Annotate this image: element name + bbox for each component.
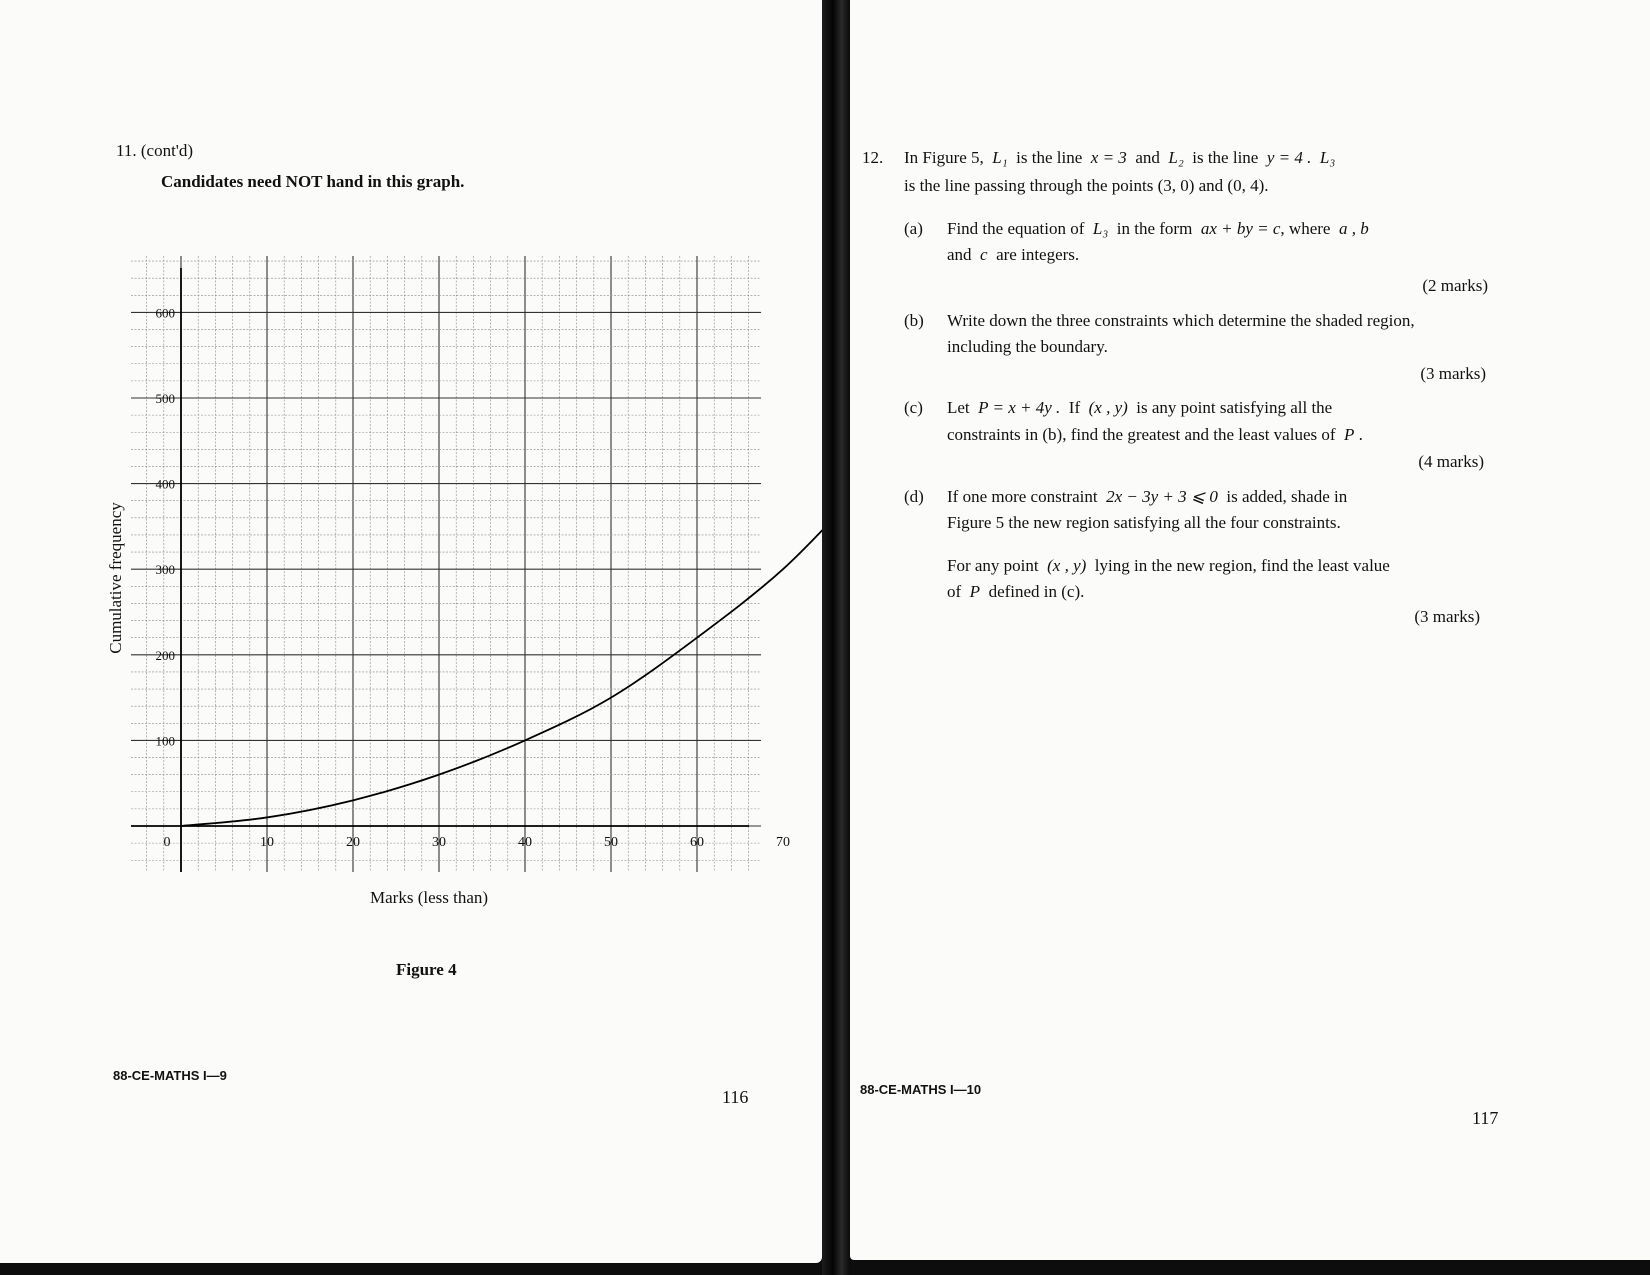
intro-math-l2: L₂ (1168, 148, 1184, 167)
y-tick-label: 500 (155, 391, 175, 406)
intro-text-2: is the line (1016, 148, 1083, 167)
part-d-math-constraint: 2x − 3y + 3 ⩽ 0 (1106, 487, 1218, 506)
part-a-math-ab: a , b (1338, 219, 1369, 238)
part-c-text-1: Let (947, 398, 970, 417)
part-d-text-3: For any point (947, 556, 1039, 575)
footer-code: 88-CE-MATHS I—9 (113, 1068, 227, 1083)
x-axis-label: Marks (less than) (370, 888, 489, 907)
book-spine (822, 0, 850, 1275)
y-axis-label-wrapper (94, 480, 134, 680)
x-tick-label: 0 (163, 835, 171, 850)
part-c-text-5: . (1358, 425, 1363, 444)
y-tick-label: 400 (155, 476, 175, 492)
part-a-text-3: , where (1280, 219, 1331, 238)
part-d-text-1: If one more constraint (947, 487, 1098, 506)
intro-text-3: and (1135, 148, 1160, 167)
part-a-line2 (947, 242, 1079, 268)
y-tick-label: 100 (155, 733, 175, 749)
part-d-line4 (947, 579, 1084, 605)
graph-svg (131, 256, 790, 872)
cumulative-frequency-graph (131, 256, 790, 877)
part-a-math-c: c (980, 245, 988, 264)
part-d-math-p: P (969, 582, 981, 601)
y-tick-label: 200 (155, 647, 175, 663)
x-tick-label: 20 (346, 835, 360, 850)
y-tick-label: 600 (155, 305, 175, 321)
x-tick-label: 70 (776, 835, 790, 850)
part-a-marks: (2 marks) (1422, 276, 1488, 295)
part-c-text-3: is any point satisfying all the (1136, 398, 1333, 417)
part-b-line2: including the boundary. (947, 337, 1108, 356)
part-d-text-5: of (947, 582, 962, 601)
x-tick-label: 50 (604, 835, 618, 850)
part-a-line1 (947, 216, 1369, 242)
part-d-line2: Figure 5 the new region satisfying all the four constraints. (947, 513, 1341, 532)
y-axis-label: Cumulative frequency (106, 502, 125, 654)
part-c-text-4: constraints in (b), find the greatest and the least values of (947, 425, 1336, 444)
x-tick-label: 10 (260, 835, 274, 850)
part-a-label: (a) (904, 219, 923, 238)
intro-text-4: is the line (1192, 148, 1259, 167)
question-11-continued-label: 11. (cont'd) (116, 141, 194, 160)
part-a-math-form: ax + by = c (1200, 219, 1281, 238)
part-d-text-2: is added, shade in (1226, 487, 1348, 506)
part-d-marks: (3 marks) (1414, 607, 1480, 626)
part-a-text-2: in the form (1116, 219, 1193, 238)
part-a-text-4: and (947, 245, 972, 264)
part-d-line1 (947, 484, 1347, 510)
question-12-number: 12. (862, 148, 884, 167)
part-d-line3 (947, 553, 1390, 579)
left-page (0, 0, 822, 1263)
part-c-math-p2: P (1344, 425, 1355, 444)
part-a-text-5: are integers. (996, 245, 1080, 264)
part-d-text-4: lying in the new region, find the least value (1094, 556, 1390, 575)
part-c-math-p: P = x + 4y . (978, 398, 1061, 417)
part-a-math-l3: L₃ (1092, 219, 1109, 238)
question-12-intro-line1 (904, 145, 1504, 171)
part-b-label: (b) (904, 311, 924, 330)
page-number: 117 (1472, 1108, 1499, 1128)
footer-code: 88-CE-MATHS I—10 (860, 1082, 982, 1097)
part-c-text-2: If (1068, 398, 1081, 417)
part-d-text-6: defined in (c). (988, 582, 1085, 601)
x-tick-label: 40 (518, 835, 532, 850)
intro-text-1: In Figure 5, (904, 148, 984, 167)
part-c-math-xy: (x , y) (1088, 398, 1128, 417)
page-number: 116 (722, 1087, 749, 1107)
intro-math-x3: x = 3 (1090, 148, 1127, 167)
question-12-intro-line2: is the line passing through the points (3, 0) and (0, 4). (904, 176, 1269, 195)
x-tick-label: 60 (690, 835, 704, 850)
intro-math-l1: L₁ (992, 148, 1008, 167)
intro-math-l3: L₃ (1319, 148, 1336, 167)
right-page (850, 0, 1650, 1260)
part-d-label: (d) (904, 487, 924, 506)
part-b-marks: (3 marks) (1420, 364, 1486, 383)
part-d-math-xy: (x , y) (1047, 556, 1087, 575)
part-b-line1: Write down the three constraints which determine the shaded region, (947, 311, 1415, 330)
y-tick-label: 300 (155, 562, 175, 578)
graph-instruction: Candidates need NOT hand in this graph. (161, 172, 465, 191)
part-c-label: (c) (904, 398, 923, 417)
figure-caption: Figure 4 (396, 960, 457, 979)
part-c-marks: (4 marks) (1418, 452, 1484, 471)
part-a-text-1: Find the equation of (947, 219, 1085, 238)
part-c-line2 (947, 422, 1363, 448)
x-tick-label: 30 (432, 835, 446, 850)
intro-math-y4: y = 4 . (1266, 148, 1312, 167)
part-c-line1 (947, 395, 1332, 421)
